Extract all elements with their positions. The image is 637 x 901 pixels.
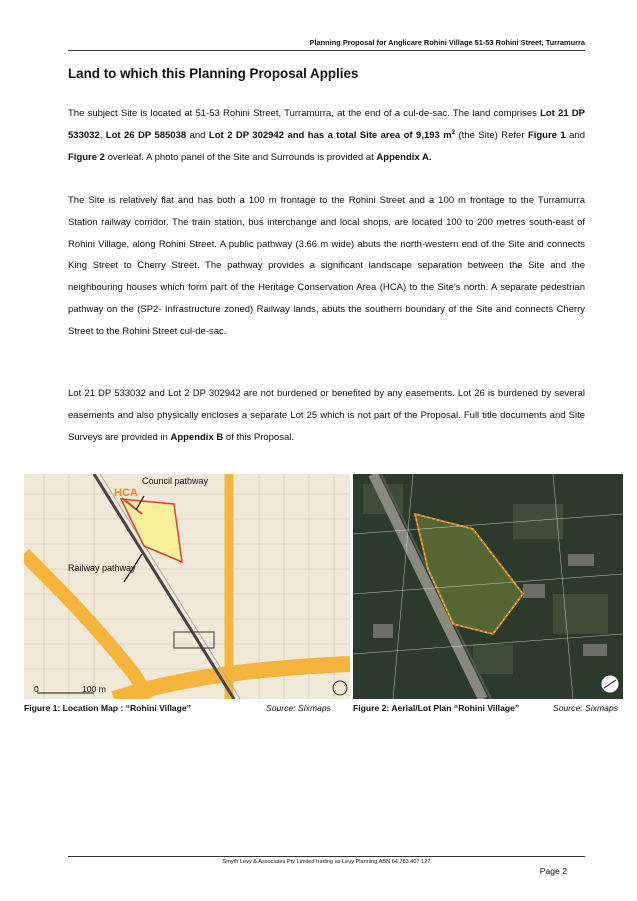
footer-divider	[68, 856, 585, 857]
caption-title: Figure 2: Aerial/Lot Plan “Rohini Village”	[353, 703, 520, 713]
caption-title: Figure 1: Location Map : “Rohini Village”	[24, 703, 191, 713]
figure-2-source: Source: Sixmaps	[553, 703, 618, 713]
scale-zero-label: 0	[34, 684, 39, 694]
text-run: of this Proposal.	[223, 431, 294, 443]
hca-label: HCA	[114, 487, 138, 499]
text-run: The subject Site is located at 51-53 Rohini Street, Turramurra, at the end of a cul-de-sac. The land comprises	[68, 108, 541, 119]
location-map-figure	[24, 474, 350, 699]
appendix-b-ref: Appendix B	[170, 431, 224, 443]
lot-21-ref: Lot 21 DP 533032	[68, 108, 586, 141]
figure-1-ref: Figure 1	[527, 129, 566, 141]
railway-pathway-label: Railway pathway	[68, 563, 136, 573]
section-title: Land to which this Planning Proposal Applies	[68, 66, 359, 81]
paragraph-site-description	[68, 103, 585, 168]
appendix-a-ref: Appendix A.	[376, 151, 432, 163]
figure-2-ref: Figure 2	[68, 151, 105, 163]
page-number: Page 2	[539, 866, 567, 876]
footer-company: Smyth Levy & Associates Pty Limited trading as Levy Planning ABN 64 783 407 127	[222, 859, 431, 865]
text-run: Lot 21 DP 533032 and Lot 2 DP 302942 are not burdened or benefited by any easements. Lot 26 is burdened by several easements and also physically encloses a separate Lot 25 which is not part of the Proposal. Full title documents and Site Surveys are provided in	[68, 388, 585, 443]
scale-distance-label: 100 m	[82, 684, 106, 694]
figure-1-source: Source: Sixmaps	[266, 703, 331, 713]
running-header: Planning Proposal for Anglicare Rohini Village 51-53 Rohini Street, Turramurra	[68, 38, 585, 51]
figure-2-caption	[353, 703, 519, 713]
text-run: Lot 2 DP 302942 and has a total Site area of 9,193 m	[208, 129, 452, 141]
aerial-lot-plan-figure	[353, 474, 623, 699]
text-run: (the Site) Refer	[455, 129, 528, 141]
text-run: overleaf. A photo panel of the Site and Surrounds is provided at	[104, 151, 377, 163]
paragraph-site-context: The Site is relatively flat and has both a 100 m frontage to the Rohini Street and a 100 m frontage to the Turramurra Station railway corridor. The train station, bus interchange and local shops, are located 100 to 200 metres south-east of Rohini Village, along Rohini Street. A public pathway (3.66 m wide) abuts the north-western end of the Site and connects King Street to Cherry Street. The pathway provides a significant landscape separation between the Site and the neighbouring houses which form part of the Heritage Conservation Area (HCA) to the Site’s north. A separate pedestrian pathway on the (SP2- Infrastructure zoned) Railway lands, abuts the southern boundary of the Site and connects Cherry Street to the Rohini Street cul-de-sac.	[68, 195, 585, 337]
text-run: and	[565, 129, 585, 141]
council-pathway-label: Council pathway	[142, 476, 209, 486]
lot-2-ref	[209, 130, 455, 141]
aerial-photo-graphic	[353, 474, 623, 699]
text-run: and	[186, 129, 209, 141]
paragraph-easements	[68, 383, 585, 448]
superscript: 2	[451, 129, 456, 136]
lot-26-ref: Lot 26 DP 585038	[105, 129, 187, 141]
figure-1-caption	[24, 703, 191, 713]
location-map-graphic	[24, 474, 350, 699]
text-run: ,	[99, 129, 106, 141]
